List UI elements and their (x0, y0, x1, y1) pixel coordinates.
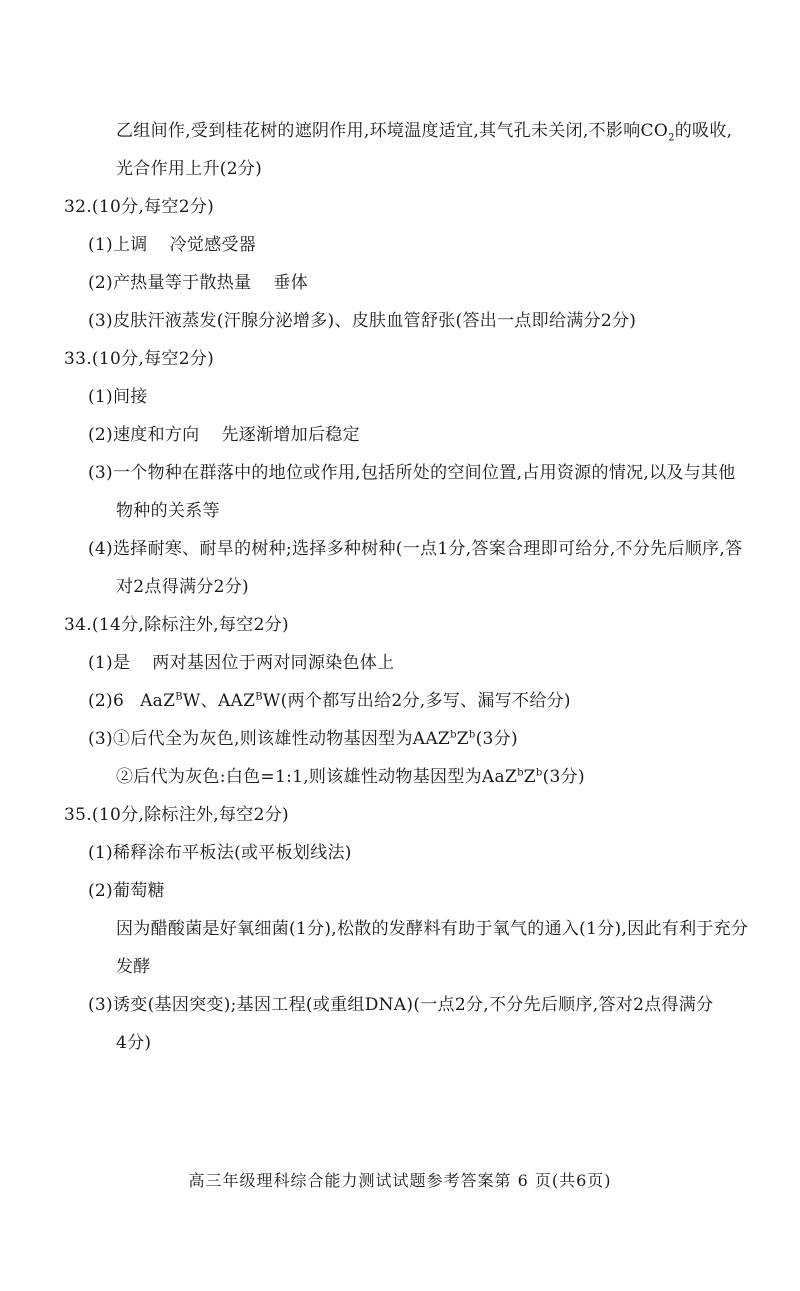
answer-line: (1)稀释涂布平板法(或平板划线法) (88, 843, 352, 863)
page-footer: 高三年级理科综合能力测试试题参考答案第 6 页(共6页) (188, 1171, 612, 1190)
answer-line: (4)选择耐寒、耐旱的树种;选择多种树种(一点1分,答案合理即可给分,不分先后顺序,答 (88, 539, 743, 559)
answer-line: (2)葡萄糖 (88, 881, 165, 901)
answer-line: (1)间接 (88, 387, 148, 407)
answer-line: 光合作用上升(2分) (116, 159, 263, 179)
answer-line: 因为醋酸菌是好氧细菌(1分),松散的发酵料有助于氧气的通入(1分),因此有利于充分 (116, 919, 749, 939)
question-33-header: 33.(10分,每空2分) (64, 349, 215, 369)
answer-line: 乙组间作,受到桂花树的遮阴作用,环境温度适宜,其气孔未关闭,不影响$CO_2$的吸收, (116, 121, 733, 144)
answer-line: (3)诱变(基因突变);基因工程(或重组DNA)(一点2分,不分先后顺序,答对2点得满分 (88, 995, 714, 1015)
answer-line: (2)产热量等于散热量 垂体 (88, 273, 308, 293)
answer-line: 对2点得满分2分) (116, 577, 249, 597)
answer-line: 4分) (116, 1033, 152, 1053)
answer-line: ②后代为灰色:白色=1:1,则该雄性动物基因型为$AaZ^bZ^b(3$分) (116, 767, 585, 787)
answer-line: (3)①后代全为灰色,则该雄性动物基因型为$AAZ^bZ^b(3$分) (88, 729, 518, 749)
question-35-header: 35.(10分,除标注外,每空2分) (64, 805, 289, 825)
answer-line: (2)速度和方向 先逐渐增加后稳定 (88, 425, 360, 445)
answer-line: 发酵 (116, 957, 151, 977)
question-32-header: 32.(10分,每空2分) (64, 197, 215, 217)
question-34-header: 34.(14分,除标注外,每空2分) (64, 615, 289, 635)
answer-line: (2)6 AaZ$^B$W、$AAZ^BW$(两个都写出给2分,多写、漏写不给分) (88, 691, 571, 711)
answer-line: (1)是 两对基因位于两对同源染色体上 (88, 653, 395, 673)
answer-line: (3)一个物种在群落中的地位或作用,包括所处的空间位置,占用资源的情况,以及与其他 (88, 463, 736, 483)
answer-line: (1)上调 冷觉感受器 (88, 235, 257, 255)
answer-line: 物种的关系等 (116, 501, 220, 521)
answer-line: (3)皮肤汗液蒸发(汗腺分泌增多)、皮肤血管舒张(答出一点即给满分2分) (88, 311, 637, 331)
